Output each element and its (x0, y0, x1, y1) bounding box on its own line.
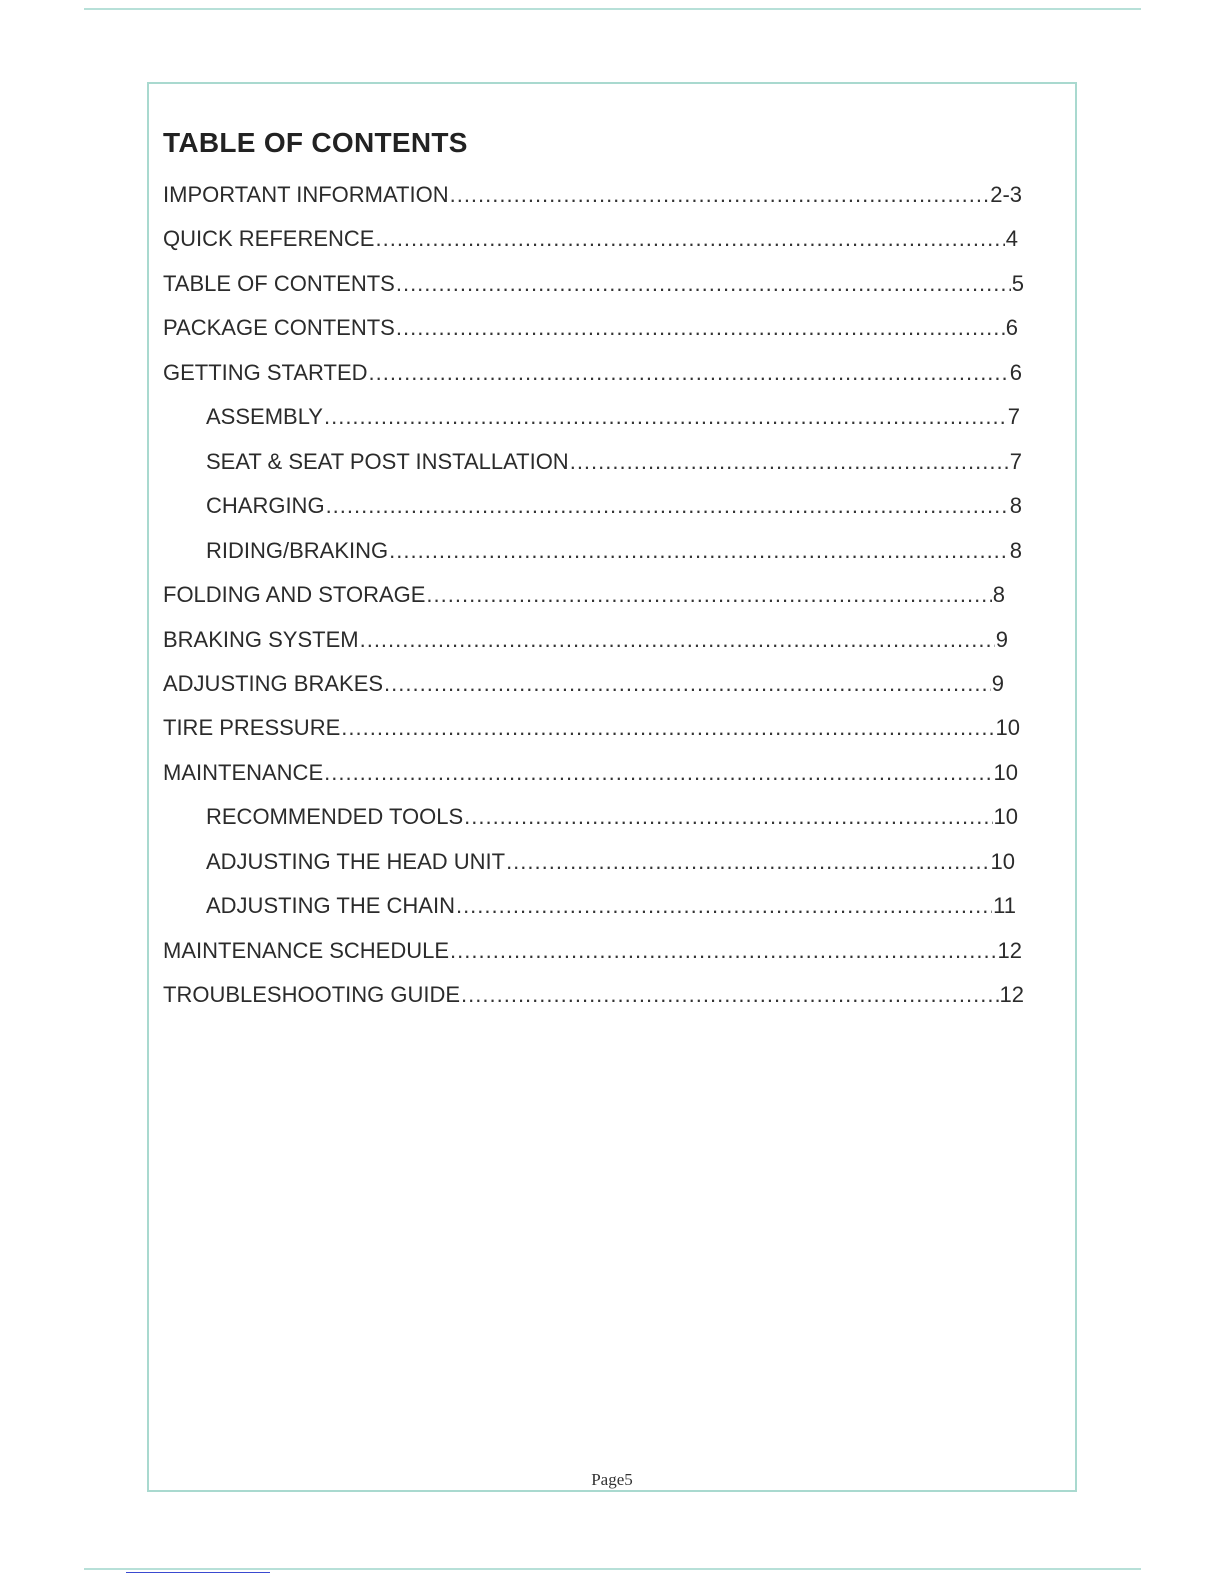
toc-entry-page: 9 (991, 670, 1004, 696)
toc-entry-page: 11 (993, 893, 1016, 919)
toc-dot-leader (450, 936, 996, 966)
toc-entry (163, 713, 1020, 743)
toc-entry (163, 758, 1018, 788)
toc-entry-page: 7 (1007, 404, 1020, 430)
toc-dot-leader (360, 625, 995, 655)
toc-entry-page: 8 (992, 582, 1005, 608)
toc-entry-page: 5 (1011, 270, 1024, 296)
toc-entry-label: RIDING/BRAKING (206, 537, 389, 563)
toc-entry-label: GETTING STARTED (163, 359, 368, 385)
toc-dot-leader (341, 713, 994, 743)
toc-entry (206, 891, 1016, 921)
toc-entry (163, 358, 1022, 388)
toc-entry-label: TABLE OF CONTENTS (163, 270, 395, 296)
toc-entry-page: 10 (990, 848, 1015, 874)
toc-entry (163, 269, 1024, 299)
toc-dot-leader (324, 758, 992, 788)
toc-dot-leader (570, 447, 1009, 477)
toc-dot-leader (461, 980, 998, 1010)
toc-entry-label: QUICK REFERENCE (163, 226, 375, 252)
toc-entry (163, 669, 1004, 699)
top-rule (84, 8, 1141, 10)
toc-entry-label: BRAKING SYSTEM (163, 626, 359, 652)
toc-entry-page: 8 (1009, 537, 1022, 563)
toc-dot-leader (326, 491, 1009, 521)
toc-entry (163, 313, 1018, 343)
toc-entry-label: ADJUSTING BRAKES (163, 670, 384, 696)
toc-entry-page: 7 (1009, 448, 1022, 474)
toc-dot-leader (389, 536, 1009, 566)
toc-entry-label: IMPORTANT INFORMATION (163, 182, 449, 207)
toc-entry-page: 6 (1005, 315, 1018, 341)
toc-entry (163, 224, 1018, 254)
bottom-rule (84, 1568, 1141, 1570)
toc-dot-leader (456, 891, 992, 921)
toc-entry-page: 10 (995, 715, 1020, 741)
toc-entry (163, 580, 1005, 610)
toc-entry (206, 802, 1018, 832)
toc-entry-page: 12 (997, 937, 1022, 963)
toc-entry (163, 180, 1022, 210)
toc-entry-label: RECOMMENDED TOOLS (206, 804, 464, 830)
toc-dot-leader (324, 402, 1007, 432)
toc-entry (206, 491, 1022, 521)
toc-dot-leader (464, 802, 992, 832)
toc-dot-leader (426, 580, 991, 610)
toc-entry-label: PACKAGE CONTENTS (163, 315, 395, 341)
toc-entry (206, 402, 1020, 432)
toc-entry-label: TROUBLESHOOTING GUIDE (163, 982, 461, 1008)
toc-entry (206, 447, 1022, 477)
toc-entry-label: MAINTENANCE (163, 759, 324, 785)
toc-entry-label: FOLDING AND STORAGE (163, 582, 426, 608)
toc-entry-page: 8 (1009, 493, 1022, 519)
toc-dot-leader (369, 358, 1009, 388)
toc-entry-page: 10 (993, 759, 1018, 785)
toc-entry-page: 6 (1009, 359, 1022, 385)
toc-dot-leader (396, 269, 1011, 299)
toc-title: TABLE OF CONTENTS (163, 127, 468, 158)
toc-entry-label: ASSEMBLY (206, 404, 323, 430)
toc-dot-leader (375, 224, 1004, 254)
toc-entry-page: 12 (999, 982, 1024, 1008)
toc-dot-leader (450, 180, 990, 210)
toc-entry (206, 847, 1015, 877)
footer-link-underline (126, 1572, 270, 1573)
toc-dot-leader (506, 847, 989, 877)
toc-entry-label: CHARGING (206, 493, 325, 519)
toc-entry (163, 936, 1022, 966)
toc-entry-label: ADJUSTING THE HEAD UNIT (206, 848, 506, 874)
toc-entry (163, 625, 1008, 655)
toc-entry-page: 2-3 (990, 182, 1022, 207)
toc-entry-page: 10 (993, 804, 1018, 830)
toc-entry-label: MAINTENANCE SCHEDULE (163, 937, 450, 963)
toc-entry (163, 980, 1024, 1010)
toc-dot-leader (384, 669, 991, 699)
toc-entry-label: TIRE PRESSURE (163, 715, 341, 741)
toc-entry-label: SEAT & SEAT POST INSTALLATION (206, 448, 569, 474)
page-number: Page5 (591, 1470, 633, 1489)
toc-entry-label: ADJUSTING THE CHAIN (206, 893, 455, 919)
toc-dot-leader (396, 313, 1005, 343)
toc-entry-page: 4 (1005, 226, 1018, 252)
toc-entry (206, 536, 1022, 566)
toc-entry-page: 9 (995, 626, 1008, 652)
